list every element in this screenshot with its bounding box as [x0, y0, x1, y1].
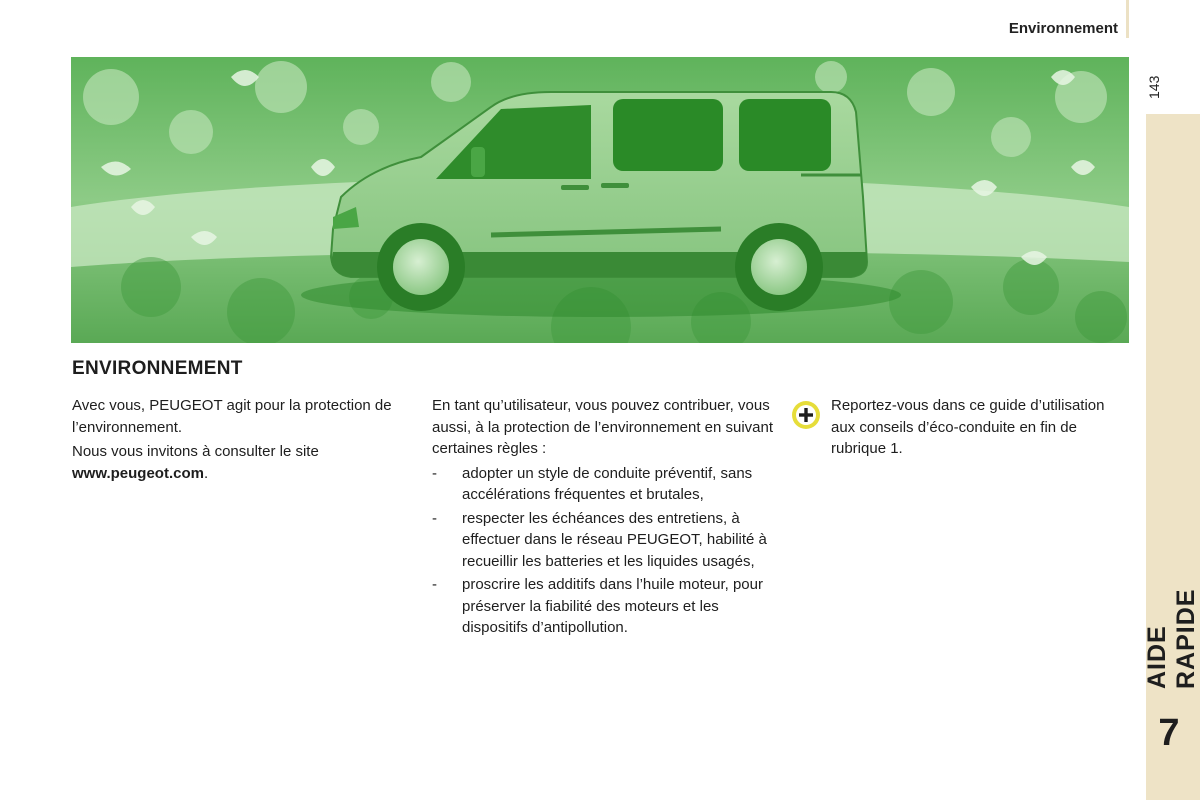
note-text: Reportez-vous dans ce guide d’utilisation aux conseils d’éco-conduite en fin de rubrique 1.: [831, 397, 1105, 457]
rules-intro: En tant qu’utilisateur, vous pouvez contribuer, vous aussi, à la protection de l’environnement en suivant certaines règles :: [432, 397, 774, 457]
website-paragraph: [72, 441, 417, 484]
list-item-text: respecter les échéances des entretiens, à effectuer dans le réseau PEUGEOT, habilité à recueillir les batteries et les liquides usagés,: [462, 509, 767, 570]
list-item: [432, 574, 777, 639]
rules-list: [432, 463, 777, 639]
column-3: [831, 395, 1131, 463]
section-title: ENVIRONNEMENT: [72, 358, 243, 379]
chapter-number: 7: [1158, 712, 1180, 754]
list-dash: -: [432, 464, 437, 482]
list-item: [432, 508, 777, 573]
column-2: [432, 395, 777, 641]
page-header-title: Environnement: [1008, 20, 1118, 37]
page-number: 143: [1146, 75, 1162, 99]
column-1: [72, 395, 417, 487]
side-tab-label: AIDE RAPIDE: [1143, 588, 1200, 689]
van-in-leaves-illustration: [71, 57, 1129, 343]
list-item-text: proscrire les additifs dans l’huile moteur, pour préserver la fiabilité des moteurs et les dispositifs d’antipollution.: [462, 576, 763, 636]
intro-paragraph: Avec vous, PEUGEOT agit pour la protection de l’environnement.: [72, 397, 392, 436]
plus-icon: [790, 399, 822, 431]
list-dash: -: [432, 509, 437, 527]
hero-image: [71, 57, 1129, 343]
header-rule: [1126, 0, 1129, 38]
list-dash: -: [432, 576, 437, 593]
website-paragraph-end: .: [203, 464, 209, 482]
website-link[interactable]: www.peugeot.com: [72, 464, 204, 482]
list-item: [432, 463, 777, 506]
side-tab: [1143, 114, 1200, 800]
website-paragraph-text: Nous vous invitons à consulter le site: [72, 443, 319, 460]
list-item-text: adopter un style de conduite préventif, sans accélérations fréquentes et brutales,: [462, 464, 753, 503]
